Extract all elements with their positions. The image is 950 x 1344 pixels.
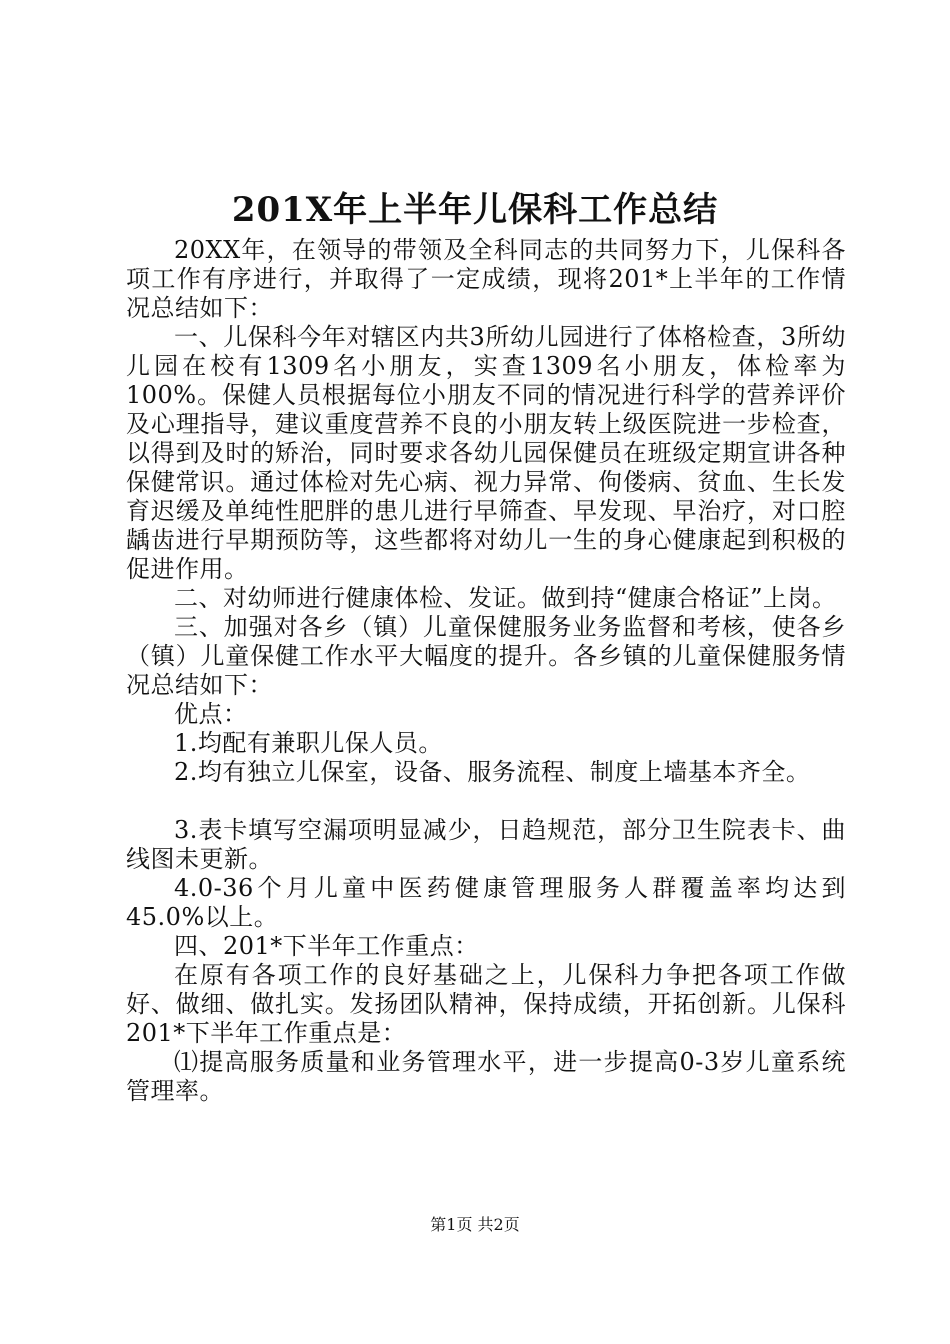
advantage-item-2: 2.均有独立儿保室，设备、服务流程、制度上墙基本齐全。 xyxy=(174,758,811,786)
page-footer: 第1页 共2页 xyxy=(430,1215,520,1234)
advantage-item-4: 4.0-36个月儿童中医药健康管理服务人群覆盖率均达到45.0%以上。 xyxy=(126,874,846,931)
section-one-paragraph: 一、儿保科今年对辖区内共3所幼儿园进行了体格检查，3所幼儿园在校有1309名小朋友，实查1309名小朋友，体检率为100%。保健人员根据每位小朋友不同的情况进行科学的营养评价及心理指导，建议重度营养不良的小朋友转上级医院进一步检查，以得到及时的矫治，同时要求各幼儿园保健员在班级定期宣讲各种保健常识。通过体检对先心病、视力异常、佝偻病、贫血、生长发育迟缓及单纯性肥胖的患儿进行早筛查、早发现、早治疗，对口腔龋齿进行早期预防等，这些都将对幼儿一生的身心健康起到积极的促进作用。 xyxy=(126,323,846,583)
section-four-paragraph: 在原有各项工作的良好基础之上，儿保科力争把各项工作做好、做细、做扎实。发扬团队精神，保持成绩，开拓创新。儿保科201*下半年工作重点是： xyxy=(126,961,846,1047)
section-four-heading: 四、201*下半年工作重点： xyxy=(174,932,479,960)
advantage-item-3: 3.表卡填写空漏项明显减少，日趋规范，部分卫生院表卡、曲线图未更新。 xyxy=(126,816,846,873)
advantages-heading: 优点： xyxy=(174,700,248,728)
section-three-paragraph: 三、加强对各乡（镇）儿童保健服务业务监督和考核，使各乡（镇）儿童保健工作水平大幅度的提升。各乡镇的儿童保健服务情况总结如下： xyxy=(126,613,846,699)
focus-item-1: ⑴提高服务质量和业务管理水平，进一步提高0-3岁儿童系统管理率。 xyxy=(126,1048,846,1105)
advantage-item-1: 1.均配有兼职儿保人员。 xyxy=(174,729,443,757)
document-body xyxy=(126,236,846,1106)
intro-paragraph: 20XX年，在领导的带领及全科同志的共同努力下，儿保科各项工作有序进行，并取得了一定成绩，现将201*上半年的工作情况总结如下： xyxy=(126,236,846,322)
document-title: 201X年上半年儿保科工作总结 xyxy=(231,190,719,230)
section-two-paragraph: 二、对幼师进行健康体检、发证。做到持“健康合格证”上岗。 xyxy=(174,584,837,612)
